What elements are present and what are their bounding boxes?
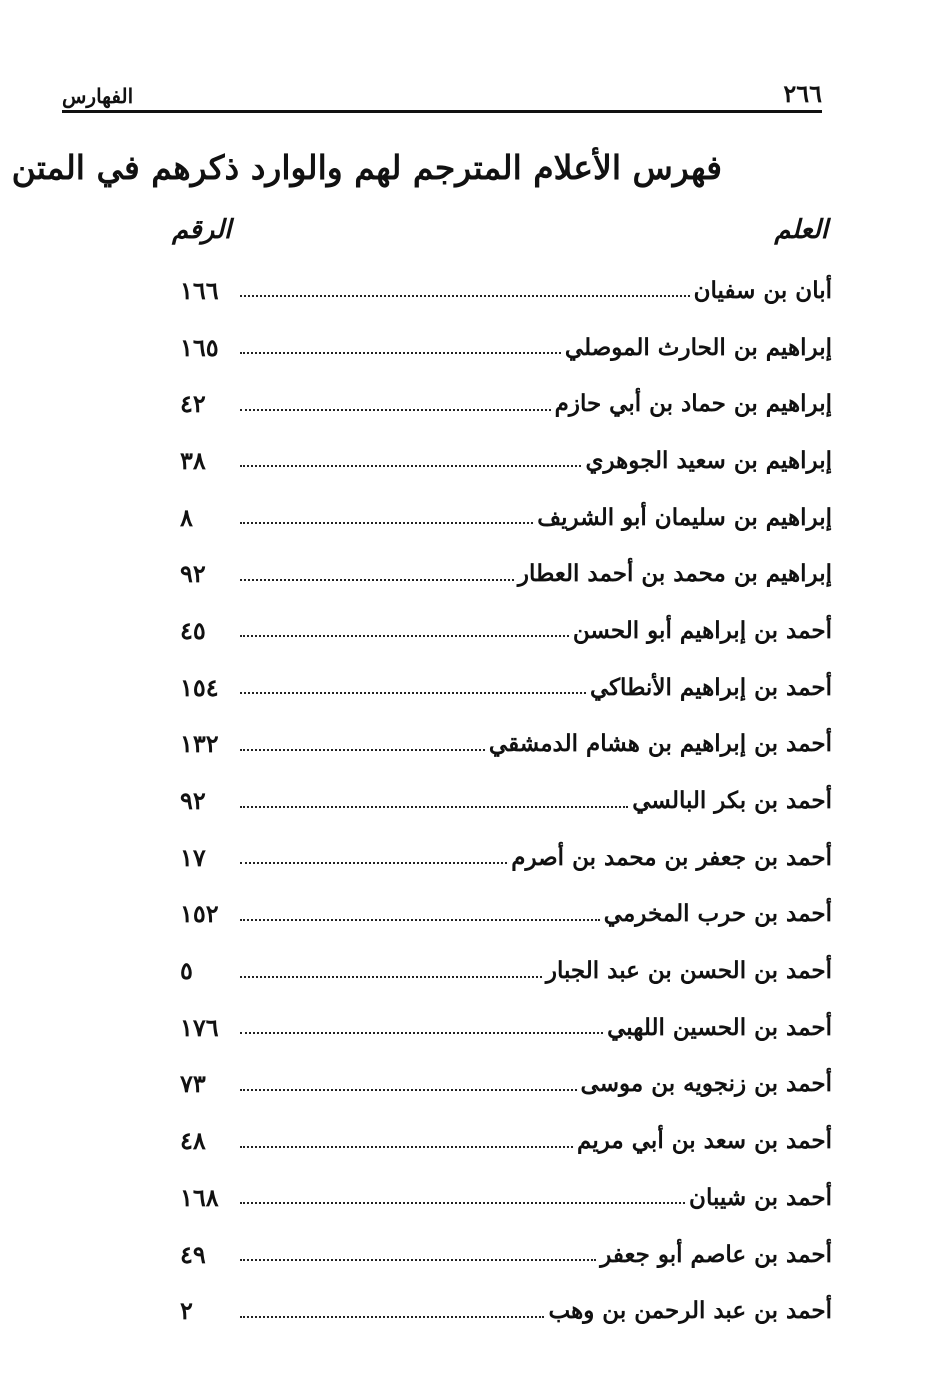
entry-page-number: ١٦٨ (180, 1182, 219, 1212)
section-name: الفهارس (62, 84, 134, 108)
header-rule (62, 110, 822, 113)
list-item (180, 432, 832, 489)
entry-name: أحمد بن حرب المخرمي (603, 900, 832, 928)
entry-name: أحمد بن إبراهيم أبو الحسن (572, 616, 832, 644)
list-item (180, 999, 832, 1056)
entry-page-number: ٩٢ (180, 786, 206, 816)
name-column-header: العلم (774, 215, 828, 245)
entry-page-number: ١٣٢ (180, 729, 219, 759)
list-item (180, 1226, 832, 1283)
entry-name: أحمد بن عبد الرحمن بن وهب (548, 1297, 832, 1325)
list-item (180, 319, 832, 376)
list-item (180, 1282, 832, 1339)
entry-page-number: ٩٢ (180, 559, 206, 589)
entries-list (180, 262, 832, 1339)
entry-name: أبان بن سفيان (693, 276, 832, 304)
list-item (180, 716, 832, 773)
column-headers (172, 215, 828, 245)
entry-page-number: ١٦٥ (180, 332, 219, 362)
dot-leader (240, 749, 485, 751)
entry-page-number: ١٥٢ (180, 899, 219, 929)
entry-name: أحمد بن سعد بن أبي مريم (577, 1127, 832, 1155)
entry-name: إبراهيم بن سعيد الجوهري (585, 446, 832, 474)
entry-name: إبراهيم بن محمد بن أحمد العطار (517, 560, 832, 588)
list-item (180, 886, 832, 943)
entry-name: أحمد بن الحسن بن عبد الجبار (545, 957, 832, 985)
entry-page-number: ٢ (180, 1296, 193, 1326)
entry-name: إبراهيم بن حماد بن أبي حازم (554, 390, 832, 418)
entry-name: أحمد بن شيبان (689, 1183, 832, 1211)
dot-leader (240, 1259, 596, 1261)
dot-leader (240, 1032, 603, 1034)
dot-leader (240, 862, 507, 864)
dot-leader (240, 295, 690, 297)
entry-name: أحمد بن بكر البالسي (632, 787, 832, 815)
dot-leader (240, 976, 542, 978)
dot-leader (240, 1146, 573, 1148)
entry-name: أحمد بن إبراهيم بن هشام الدمشقي (488, 730, 832, 758)
entry-page-number: ١٦٦ (180, 275, 219, 305)
entry-page-number: ١٧٦ (180, 1012, 219, 1042)
list-item (180, 1169, 832, 1226)
list-item (180, 489, 832, 546)
dot-leader (240, 409, 551, 411)
entry-name: أحمد بن الحسين اللهبي (607, 1013, 832, 1041)
entry-page-number: ١٧ (180, 842, 206, 872)
entry-name: أحمد بن جعفر بن محمد بن أصرم (511, 843, 832, 871)
entry-name: أحمد بن عاصم أبو جعفر (600, 1240, 832, 1268)
number-column-header: الرقم (172, 215, 232, 245)
entry-name: إبراهيم بن سليمان أبو الشريف (537, 503, 832, 531)
dot-leader (240, 919, 600, 921)
dot-leader (240, 1089, 577, 1091)
entry-page-number: ٨ (180, 502, 193, 532)
dot-leader (240, 1202, 685, 1204)
dot-leader (240, 579, 514, 581)
page-number: ٢٦٦ (783, 79, 822, 108)
dot-leader (240, 522, 533, 524)
list-item (180, 545, 832, 602)
dot-leader (240, 465, 581, 467)
dot-leader (240, 352, 561, 354)
list-item (180, 942, 832, 999)
list-item (180, 1112, 832, 1169)
list-item (180, 772, 832, 829)
entry-page-number: ٤٥ (180, 615, 206, 645)
entry-name: أحمد بن زنجويه بن موسى (580, 1070, 832, 1098)
list-item (180, 829, 832, 886)
list-item (180, 602, 832, 659)
dot-leader (240, 1316, 544, 1318)
entry-page-number: ٤٢ (180, 389, 206, 419)
entry-page-number: ٤٩ (180, 1239, 206, 1269)
list-item (180, 375, 832, 432)
entry-page-number: ٤٨ (180, 1126, 206, 1156)
list-item (180, 262, 832, 319)
dot-leader (240, 806, 628, 808)
page-title: فهرس الأعلام المترجم لهم والوارد ذكرهم في المتن (11, 148, 722, 187)
dot-leader (240, 635, 569, 637)
entry-page-number: ٣٨ (180, 445, 206, 475)
entry-name: إبراهيم بن الحارث الموصلي (564, 333, 832, 361)
list-item (180, 659, 832, 716)
running-head (62, 70, 822, 108)
list-item (180, 1056, 832, 1113)
entry-page-number: ٧٣ (180, 1069, 206, 1099)
dot-leader (240, 692, 586, 694)
entry-name: أحمد بن إبراهيم الأنطاكي (589, 673, 832, 701)
entry-page-number: ١٥٤ (180, 672, 219, 702)
entry-page-number: ٥ (180, 956, 193, 986)
